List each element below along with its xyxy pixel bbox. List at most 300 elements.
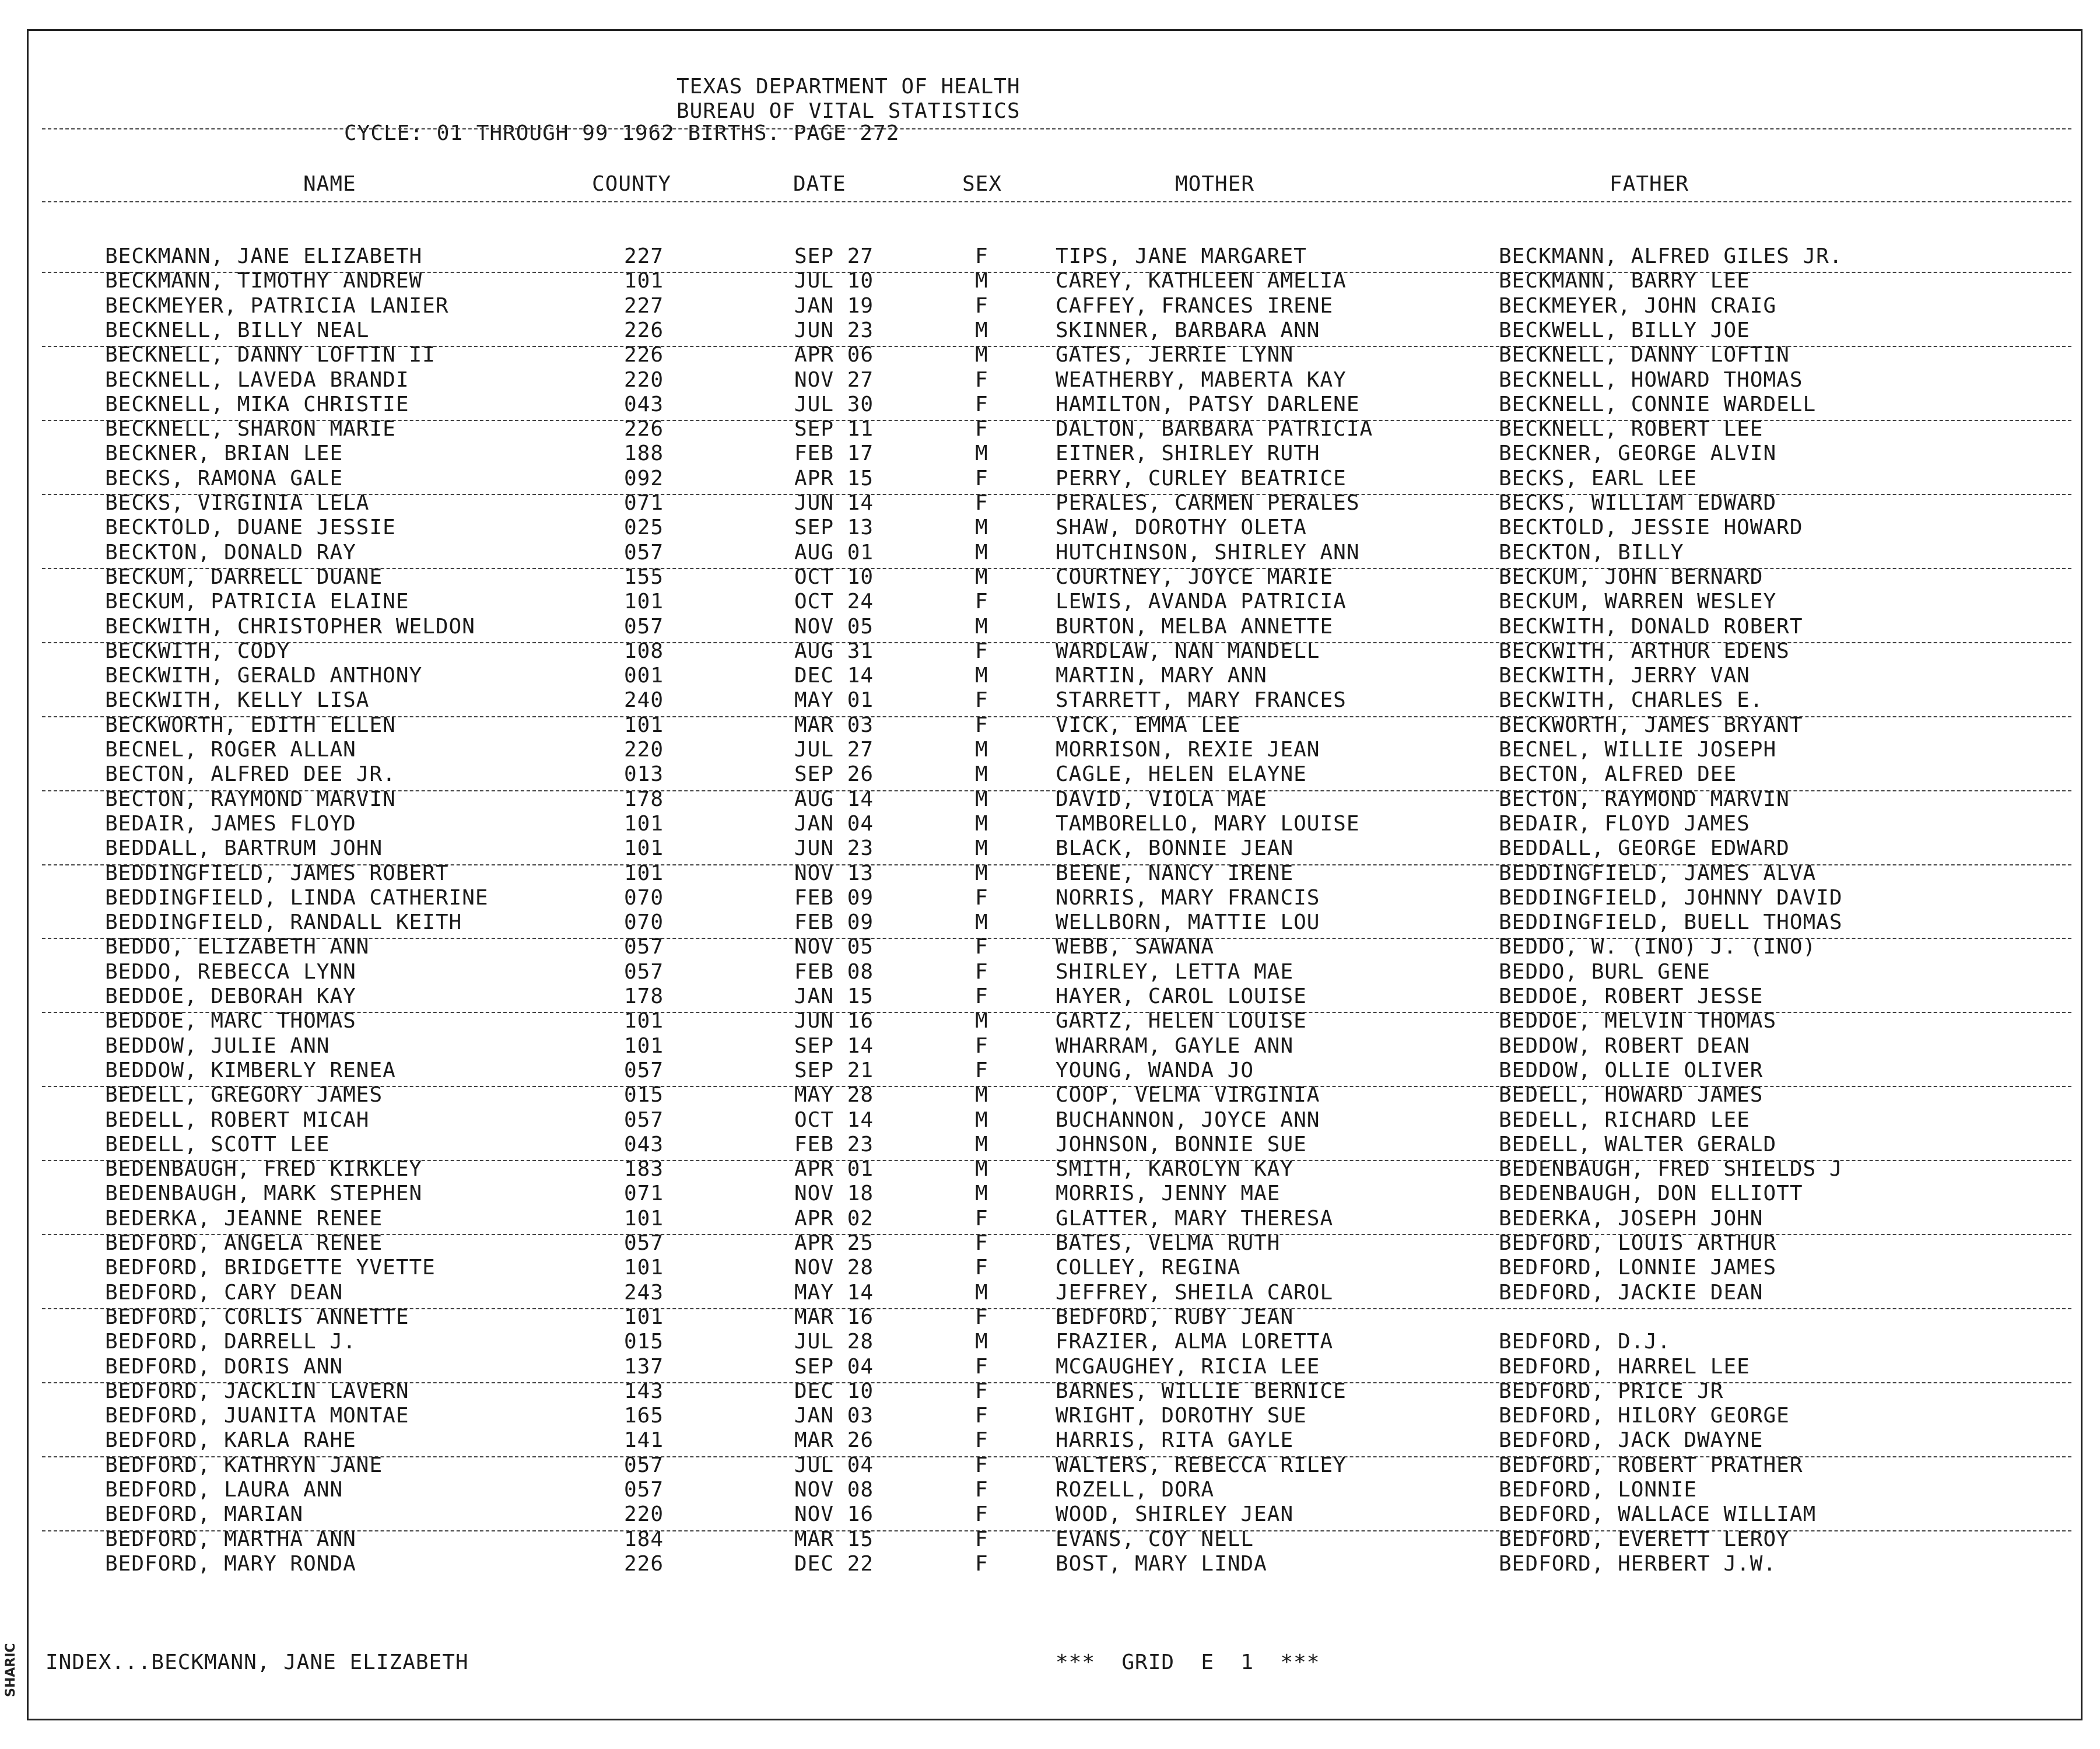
row-mother: MORRISON, REXIE JEAN [1056,738,1320,762]
row-name: BEDDOW, KIMBERLY RENEA [105,1058,396,1082]
col-name: NAME [303,172,356,196]
row-county: 178 [624,984,664,1008]
row-sex: M [975,614,988,639]
row-sex: M [975,1107,988,1132]
row-father: BECKNELL, DANNY LOFTIN [1499,343,1790,367]
row-name: BEDFORD, MARTHA ANN [105,1527,356,1551]
row-father: BECKWITH, JERRY VAN [1499,664,1750,688]
row-sex: M [975,762,988,787]
row-father: BEDDOW, OLLIE OLIVER [1499,1058,1764,1082]
row-county: 001 [624,664,664,688]
col-mother: MOTHER [1175,172,1255,196]
row-name: BECKNELL, BILLY NEAL [105,318,370,342]
row-name: BEDFORD, DARRELL J. [105,1330,356,1354]
row-sex: F [975,491,988,515]
row-name: BECKMANN, JANE ELIZABETH [105,244,423,268]
row-father: BECKTON, BILLY [1499,540,1684,565]
row-county: 137 [624,1354,664,1379]
row-father: BEDDINGFIELD, JAMES ALVA [1499,861,1817,885]
row-date: FEB 17 [794,441,874,466]
row-mother: WEATHERBY, MABERTA KAY [1056,367,1347,392]
divider [42,128,2071,129]
row-date: SEP 14 [794,1033,874,1058]
row-name: BECKS, RAMONA GALE [105,466,343,490]
row-date: APR 02 [794,1206,874,1231]
row-county: 070 [624,885,664,910]
row-mother: HUTCHINSON, SHIRLEY ANN [1056,540,1360,565]
row-father: BEDDALL, GEORGE EDWARD [1499,836,1790,861]
row-father: BEDFORD, LONNIE [1499,1478,1698,1502]
row-name: BECKWITH, KELLY LISA [105,688,370,713]
row-date: MAR 26 [794,1428,874,1453]
row-county: 057 [624,1478,664,1502]
row-name: BEDAIR, JAMES FLOYD [105,811,356,836]
row-date: DEC 14 [794,664,874,688]
row-name: BEDDALL, BARTRUM JOHN [105,836,383,861]
row-mother: BEDFORD, RUBY JEAN [1056,1305,1294,1329]
row-county: 070 [624,910,664,935]
row-name: BECKWITH, CODY [105,639,290,663]
row-father: BEDENBAUGH, FRED SHIELDS J [1499,1157,1843,1182]
row-sex: F [975,1551,988,1576]
row-date: APR 25 [794,1231,874,1255]
row-father: BEDELL, WALTER GERALD [1499,1132,1777,1156]
row-county: 101 [624,1206,664,1231]
row-date: JUL 27 [794,738,874,762]
row-date: MAR 15 [794,1527,874,1551]
row-father: BECKMANN, BARRY LEE [1499,269,1750,293]
side-label [3,1639,21,1709]
row-name: BEDELL, ROBERT MICAH [105,1107,370,1132]
row-name: BECKWITH, CHRISTOPHER WELDON [105,614,475,639]
row-sex: F [975,1502,988,1527]
row-county: 013 [624,762,664,787]
row-mother: HAYER, CAROL LOUISE [1056,984,1307,1008]
row-name: BECKNELL, MIKA CHRISTIE [105,392,409,416]
row-mother: WARDLAW, NAN MANDELL [1056,639,1320,663]
row-name: BEDFORD, JUANITA MONTAE [105,1404,409,1428]
row-sex: F [975,244,988,268]
row-date: OCT 24 [794,590,874,614]
row-father: BECKUM, JOHN BERNARD [1499,565,1764,589]
row-mother: BUCHANNON, JOYCE ANN [1056,1107,1320,1132]
row-mother: BOST, MARY LINDA [1056,1551,1267,1576]
row-father: BEDFORD, EVERETT LEROY [1499,1527,1790,1551]
row-county: 227 [624,244,664,268]
row-father: BECKMEYER, JOHN CRAIG [1499,293,1777,318]
row-sex: F [975,935,988,959]
row-county: 101 [624,713,664,737]
row-name: BECKNELL, SHARON MARIE [105,417,396,441]
row-name: BECKMEYER, PATRICIA LANIER [105,293,449,318]
row-mother: MORRIS, JENNY MAE [1056,1182,1281,1206]
row-sex: F [975,392,988,416]
row-sex: M [975,318,988,342]
row-name: BEDENBAUGH, MARK STEPHEN [105,1182,423,1206]
row-father: BEDDOE, ROBERT JESSE [1499,984,1764,1008]
row-mother: COOP, VELMA VIRGINIA [1056,1083,1320,1107]
row-sex: M [975,343,988,367]
row-sex: M [975,540,988,565]
row-name: BEDDOE, DEBORAH KAY [105,984,356,1008]
row-county: 226 [624,1551,664,1576]
row-mother: EITNER, SHIRLEY RUTH [1056,441,1320,466]
row-father: BEDDO, BURL GENE [1499,959,1710,984]
col-sex: SEX [962,172,1002,196]
row-sex: F [975,417,988,441]
row-mother: PERRY, CURLEY BEATRICE [1056,466,1347,490]
row-county: 227 [624,293,664,318]
row-name: BEDFORD, KATHRYN JANE [105,1453,383,1477]
row-mother: PERALES, CARMEN PERALES [1056,491,1360,515]
col-date: DATE [793,172,846,196]
row-mother: HARRIS, RITA GAYLE [1056,1428,1294,1453]
row-sex: F [975,1478,988,1502]
row-father: BEDDINGFIELD, BUELL THOMAS [1499,910,1843,935]
row-county: 057 [624,1058,664,1082]
row-mother: SHAW, DOROTHY OLETA [1056,516,1307,540]
row-date: JUN 23 [794,836,874,861]
row-sex: M [975,1157,988,1182]
row-mother: BATES, VELMA RUTH [1056,1231,1281,1255]
row-sex: F [975,885,988,910]
row-name: BECKNER, BRIAN LEE [105,441,343,466]
row-sex: F [975,1256,988,1280]
row-father: BEDFORD, ROBERT PRATHER [1499,1453,1803,1477]
row-date: SEP 21 [794,1058,874,1082]
row-date: JUN 14 [794,491,874,515]
row-name: BEDFORD, DORIS ANN [105,1354,343,1379]
row-mother: NORRIS, MARY FRANCIS [1056,885,1320,910]
row-sex: F [975,1379,988,1403]
row-father: BECNEL, WILLIE JOSEPH [1499,738,1777,762]
row-date: JAN 04 [794,811,874,836]
row-sex: M [975,1280,988,1305]
row-sex: F [975,1305,988,1329]
row-sex: M [975,861,988,885]
row-name: BEDDO, REBECCA LYNN [105,959,356,984]
row-county: 101 [624,269,664,293]
row-father: BEDDOW, ROBERT DEAN [1499,1033,1750,1058]
row-date: DEC 22 [794,1551,874,1576]
row-date: SEP 11 [794,417,874,441]
row-county: 108 [624,639,664,663]
row-mother: COLLEY, REGINA [1056,1256,1241,1280]
row-county: 101 [624,1009,664,1033]
row-mother: HAMILTON, PATSY DARLENE [1056,392,1360,416]
row-father: BEDDINGFIELD, JOHNNY DAVID [1499,885,1843,910]
row-county: 143 [624,1379,664,1403]
row-name: BEDFORD, JACKLIN LAVERN [105,1379,409,1403]
row-date: FEB 09 [794,910,874,935]
row-date: NOV 28 [794,1256,874,1280]
row-date: MAY 14 [794,1280,874,1305]
row-county: 025 [624,516,664,540]
row-county: 226 [624,318,664,342]
row-father: BEDFORD, JACKIE DEAN [1499,1280,1764,1305]
row-name: BECTON, ALFRED DEE JR. [105,762,396,787]
row-date: SEP 04 [794,1354,874,1379]
row-county: 220 [624,738,664,762]
side-label-text: SHARIC [3,1643,18,1697]
row-county: 226 [624,417,664,441]
col-father: FATHER [1610,172,1689,196]
row-mother: SMITH, KAROLYN KAY [1056,1157,1294,1182]
row-mother: DAVID, VIOLA MAE [1056,787,1267,811]
row-name: BEDFORD, MARY RONDA [105,1551,356,1576]
row-county: 240 [624,688,664,713]
row-county: 184 [624,1527,664,1551]
row-mother: YOUNG, WANDA JO [1056,1058,1254,1082]
row-sex: F [975,1231,988,1255]
row-county: 043 [624,1132,664,1156]
row-county: 057 [624,1107,664,1132]
row-father: BEDFORD, HILORY GEORGE [1499,1404,1790,1428]
row-sex: M [975,1009,988,1033]
row-county: 057 [624,1453,664,1477]
row-name: BECKUM, PATRICIA ELAINE [105,590,409,614]
row-date: SEP 13 [794,516,874,540]
row-name: BEDFORD, KARLA RAHE [105,1428,356,1453]
row-father: BEDELL, HOWARD JAMES [1499,1083,1764,1107]
row-county: 071 [624,1182,664,1206]
row-sex: F [975,713,988,737]
row-name: BECKTOLD, DUANE JESSIE [105,516,396,540]
row-father: BECKWORTH, JAMES BRYANT [1499,713,1803,737]
row-mother: ROZELL, DORA [1056,1478,1215,1502]
row-father: BECKNELL, ROBERT LEE [1499,417,1764,441]
row-father: BECKWELL, BILLY JOE [1499,318,1750,342]
row-father: BECKS, WILLIAM EDWARD [1499,491,1777,515]
row-date: JAN 15 [794,984,874,1008]
row-name: BECKS, VIRGINIA LELA [105,491,370,515]
row-name: BEDFORD, CARY DEAN [105,1280,343,1305]
row-name: BEDFORD, MARIAN [105,1502,304,1527]
row-date: MAR 16 [794,1305,874,1329]
row-county: 243 [624,1280,664,1305]
row-sex: F [975,367,988,392]
row-date: SEP 27 [794,244,874,268]
row-sex: F [975,1058,988,1082]
row-mother: WALTERS, REBECCA RILEY [1056,1453,1347,1477]
row-date: NOV 27 [794,367,874,392]
row-county: 057 [624,614,664,639]
row-sex: F [975,590,988,614]
row-name: BECKWORTH, EDITH ELLEN [105,713,396,737]
row-mother: EVANS, COY NELL [1056,1527,1254,1551]
row-mother: WRIGHT, DOROTHY SUE [1056,1404,1307,1428]
row-county: 015 [624,1083,664,1107]
row-county: 155 [624,565,664,589]
row-county: 141 [624,1428,664,1453]
row-name: BEDFORD, CORLIS ANNETTE [105,1305,409,1329]
row-sex: M [975,1132,988,1156]
row-name: BEDENBAUGH, FRED KIRKLEY [105,1157,423,1182]
row-date: JAN 03 [794,1404,874,1428]
row-father: BECTON, RAYMOND MARVIN [1499,787,1790,811]
row-date: JUL 10 [794,269,874,293]
row-name: BECKTON, DONALD RAY [105,540,356,565]
row-date: SEP 26 [794,762,874,787]
row-date: AUG 14 [794,787,874,811]
row-father: BECTON, ALFRED DEE [1499,762,1737,787]
row-mother: MCGAUGHEY, RICIA LEE [1056,1354,1320,1379]
row-father: BECKWITH, ARTHUR EDENS [1499,639,1790,663]
row-mother: FRAZIER, ALMA LORETTA [1056,1330,1334,1354]
row-father: BEDDOE, MELVIN THOMAS [1499,1009,1777,1033]
row-date: MAY 01 [794,688,874,713]
row-date: APR 15 [794,466,874,490]
row-mother: BARNES, WILLIE BERNICE [1056,1379,1347,1403]
row-county: 101 [624,811,664,836]
divider [42,201,2071,202]
row-mother: SHIRLEY, LETTA MAE [1056,959,1294,984]
row-date: JUN 23 [794,318,874,342]
row-county: 101 [624,1305,664,1329]
row-date: NOV 16 [794,1502,874,1527]
row-sex: M [975,1330,988,1354]
row-date: NOV 13 [794,861,874,885]
row-father: BEDAIR, FLOYD JAMES [1499,811,1750,836]
row-mother: COURTNEY, JOYCE MARIE [1056,565,1334,589]
row-sex: F [975,1354,988,1379]
col-county: COUNTY [592,172,672,196]
row-name: BEDDOE, MARC THOMAS [105,1009,356,1033]
row-county: 101 [624,836,664,861]
row-father: BEDDO, W. (INO) J. (INO) [1499,935,1817,959]
row-date: NOV 18 [794,1182,874,1206]
row-date: OCT 14 [794,1107,874,1132]
row-county: 101 [624,590,664,614]
row-name: BEDDOW, JULIE ANN [105,1033,330,1058]
row-name: BEDERKA, JEANNE RENEE [105,1206,383,1231]
row-name: BEDELL, SCOTT LEE [105,1132,330,1156]
row-sex: M [975,269,988,293]
row-father: BECKNELL, HOWARD THOMAS [1499,367,1803,392]
row-name: BEDDO, ELIZABETH ANN [105,935,370,959]
row-name: BECKNELL, DANNY LOFTIN II [105,343,436,367]
row-name: BECKUM, DARRELL DUANE [105,565,383,589]
row-mother: MARTIN, MARY ANN [1056,664,1267,688]
row-county: 220 [624,367,664,392]
row-date: APR 06 [794,343,874,367]
row-mother: BEENE, NANCY IRENE [1056,861,1294,885]
row-date: AUG 31 [794,639,874,663]
row-father: BECKUM, WARREN WESLEY [1499,590,1777,614]
cycle-line: CYCLE: 01 THROUGH 99 1962 BIRTHS. PAGE 272 [344,121,900,145]
row-sex: M [975,787,988,811]
row-county: 101 [624,861,664,885]
row-father: BECKNELL, CONNIE WARDELL [1499,392,1817,416]
row-sex: F [975,639,988,663]
row-father: BECKWITH, CHARLES E. [1499,688,1764,713]
row-sex: M [975,910,988,935]
row-mother: DALTON, BARBARA PATRICIA [1056,417,1373,441]
row-father: BEDFORD, LONNIE JAMES [1499,1256,1777,1280]
row-date: FEB 08 [794,959,874,984]
row-father: BECKTOLD, JESSIE HOWARD [1499,516,1803,540]
row-mother: CAFFEY, FRANCES IRENE [1056,293,1334,318]
row-mother: WELLBORN, MATTIE LOU [1056,910,1320,935]
row-date: AUG 01 [794,540,874,565]
row-sex: M [975,1182,988,1206]
row-mother: STARRETT, MARY FRANCES [1056,688,1347,713]
row-county: 165 [624,1404,664,1428]
row-name: BEDFORD, BRIDGETTE YVETTE [105,1256,436,1280]
row-date: FEB 23 [794,1132,874,1156]
row-mother: WHARRAM, GAYLE ANN [1056,1033,1294,1058]
row-county: 071 [624,491,664,515]
row-mother: GLATTER, MARY THERESA [1056,1206,1334,1231]
row-county: 057 [624,935,664,959]
row-mother: VICK, EMMA LEE [1056,713,1241,737]
row-sex: M [975,1083,988,1107]
row-sex: M [975,516,988,540]
row-father: BEDFORD, WALLACE WILLIAM [1499,1502,1817,1527]
row-father: BEDFORD, HARREL LEE [1499,1354,1750,1379]
row-county: 183 [624,1157,664,1182]
row-mother: CAREY, KATHLEEN AMELIA [1056,269,1347,293]
row-father: BEDELL, RICHARD LEE [1499,1107,1750,1132]
row-sex: F [975,1527,988,1551]
row-mother: TIPS, JANE MARGARET [1056,244,1307,268]
row-father: BECKNER, GEORGE ALVIN [1499,441,1777,466]
row-father: BEDERKA, JOSEPH JOHN [1499,1206,1764,1231]
row-county: 226 [624,343,664,367]
row-county: 057 [624,1231,664,1255]
row-father: BEDFORD, JACK DWAYNE [1499,1428,1764,1453]
row-county: 057 [624,959,664,984]
row-sex: M [975,565,988,589]
row-mother: JOHNSON, BONNIE SUE [1056,1132,1307,1156]
row-county: 092 [624,466,664,490]
row-father: BECKS, EARL LEE [1499,466,1698,490]
row-mother: GATES, JERRIE LYNN [1056,343,1294,367]
row-county: 101 [624,1033,664,1058]
row-name: BECTON, RAYMOND MARVIN [105,787,396,811]
grid-line: *** GRID E 1 *** [1056,1650,1320,1674]
header-line-2: BUREAU OF VITAL STATISTICS [676,99,1021,123]
row-mother: CAGLE, HELEN ELAYNE [1056,762,1307,787]
row-sex: F [975,1404,988,1428]
row-name: BEDELL, GREGORY JAMES [105,1083,383,1107]
row-mother: SKINNER, BARBARA ANN [1056,318,1320,342]
row-mother: JEFFREY, SHEILA CAROL [1056,1280,1334,1305]
row-name: BECKMANN, TIMOTHY ANDREW [105,269,423,293]
row-sex: F [975,1206,988,1231]
row-date: JUL 04 [794,1453,874,1477]
row-name: BEDDINGFIELD, JAMES ROBERT [105,861,449,885]
row-sex: F [975,1453,988,1477]
row-date: JUL 30 [794,392,874,416]
row-county: 057 [624,540,664,565]
row-name: BECKWITH, GERALD ANTHONY [105,664,423,688]
row-county: 015 [624,1330,664,1354]
row-sex: M [975,836,988,861]
row-mother: TAMBORELLO, MARY LOUISE [1056,811,1360,836]
row-sex: M [975,664,988,688]
row-sex: M [975,441,988,466]
row-father: BECKWITH, DONALD ROBERT [1499,614,1803,639]
row-name: BECKNELL, LAVEDA BRANDI [105,367,409,392]
row-name: BEDFORD, LAURA ANN [105,1478,343,1502]
row-mother: LEWIS, AVANDA PATRICIA [1056,590,1347,614]
row-county: 043 [624,392,664,416]
row-father: BEDFORD, PRICE JR [1499,1379,1724,1403]
row-date: APR 01 [794,1157,874,1182]
row-sex: F [975,959,988,984]
row-name: BEDFORD, ANGELA RENEE [105,1231,383,1255]
